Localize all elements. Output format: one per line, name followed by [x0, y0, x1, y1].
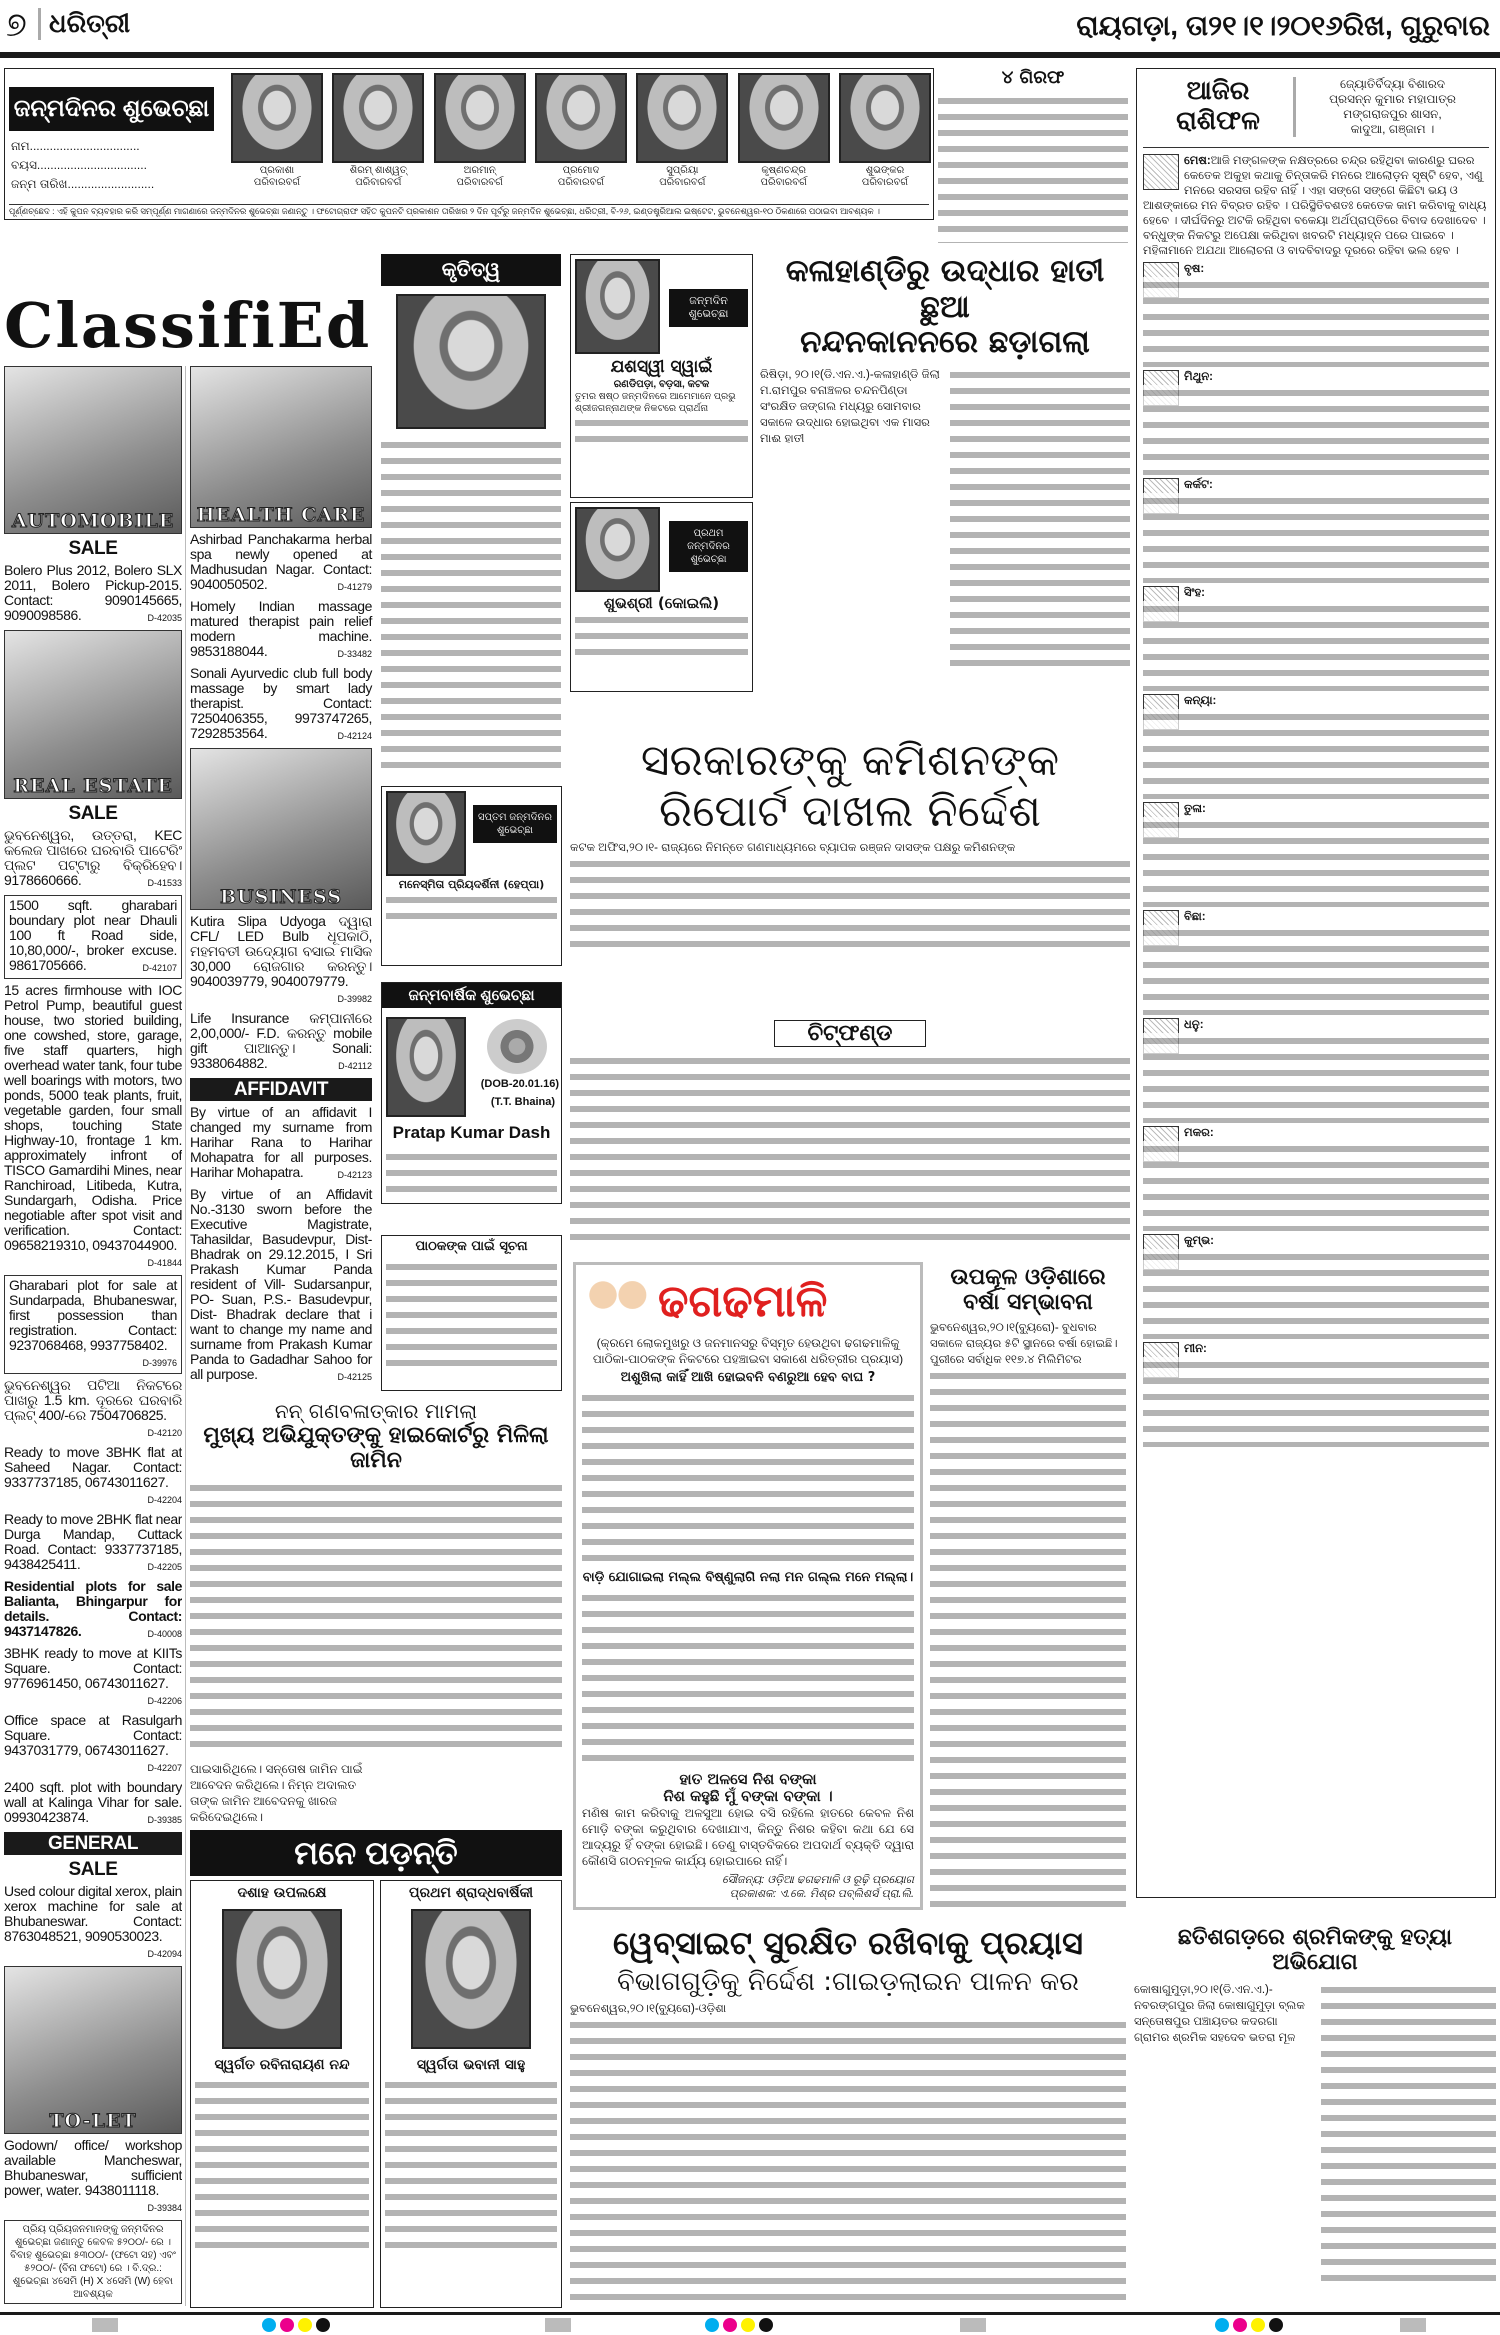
birthday-person [231, 73, 323, 201]
birthday-person-name: କୃଷ୍ଣଚନ୍ଦ୍ର [761, 165, 806, 176]
rashifal-sign-body [1143, 925, 1489, 1015]
classified-ad [4, 1275, 182, 1374]
classified-ad-text: Godown/ office/ workshop available Mancheswar, Bhubaneswar, sufficient power, water. 9438011118. [4, 2136, 182, 2198]
chitfund-title: ଚିଟ୍‌ଫଣ୍ଡ [774, 1020, 926, 1047]
obituary-left-name: ସ୍ୱର୍ଗତ ରବିନାରାୟଣ ନନ୍ଦ [214, 2057, 350, 2074]
classified-section-header: AFFIDAVIT [190, 1078, 372, 1101]
classified-category-image [190, 366, 372, 528]
birthday-jashaswi [570, 254, 753, 498]
rashifal-sign-name: ବିଛା: [1184, 911, 1206, 923]
registration-mark-magenta [1233, 2318, 1247, 2332]
rashifal-title [1143, 77, 1296, 137]
arrest-story [938, 68, 1128, 246]
classified-ad [190, 599, 372, 662]
rashifal-sign-body [1143, 493, 1489, 583]
classified-column-2 [190, 366, 372, 1385]
classified-ad-text: By virtue of an Affidavit No.-3130 sworn before the Executive Magistrate, Tahasildar, Basudevpur, Dist- Bhadrak on 29.12.2015, I Sri Prakash Kumar Panda resident of Vill- Sudarsanpur, PO- Suan, P.S.- Basudevpur, Dist- Bhadrak declare that i want to change my name and surname from Prakash Kumar Panda to Gadadhar Sahoo for all purpose. [190, 1186, 372, 1382]
classified-ad-text: 2400 sqft. plot with boundary wall at Kalinga Vihar for sale. 09930423874. [4, 1778, 182, 1825]
obituary-right-name: ସ୍ୱର୍ଗତା ଭବାନୀ ସାହୁ [416, 2057, 526, 2074]
subhashree-name: ଶୁଭଶ୍ରୀ (କୋଇଲି) [603, 594, 720, 612]
nun-case-story [190, 1400, 562, 1825]
kalahandi-lead: ରିଷିଡ଼ା, ୨୦।୧(ଡି.ଏନ.ଏ.)-କଳାହାଣ୍ଡି ଜିଲା ମ.ରାମପୁର ବନାଞ୍ଚଳର ଚନ୍ଦନପିଣ୍ଡା ସଂରକ୍ଷିତ ଜଙ୍ଗଲ ମଧ୍ୟରୁ ସୋମବାର ସକାଳେ ଉଦ୍ଧାର ହୋଇଥିବା ଏକ ମାସର ମାଈ ହାତୀ [760, 368, 940, 445]
classified-ad-code: D-42206 [147, 1695, 182, 1706]
rashifal-sign-body [1143, 601, 1489, 691]
classified-ad-text: Sonali Ayurvedic club full body massage by smart lady therapist. Contact: 7250406355, 9973747265, 7292853564. [190, 665, 372, 741]
birthday-person-photo [332, 73, 424, 163]
birthday-badge: ସପ୍ତମ ଜନ୍ମଦିନର ଶୁଭେଚ୍ଛା [473, 805, 557, 843]
birthday-person-family: ପରିବାରବର୍ଗ [659, 177, 706, 188]
classified-ad [190, 1187, 372, 1385]
commission-headline [570, 736, 1130, 837]
rashifal-section [1136, 68, 1496, 1898]
classified-ad-text: 15 acres firmhouse with IOC Petrol Pump, beautiful guest house, two storied building, one cowshed, store, garage, five staff quarters, high overhead water tank, four tube well boarings with motors, two ponds, 5000 teak plants, fruit, vegetable garden, four small shops, touching State Highway-10, frontage 1 km. approximately infront of TISCO Gamardihi Mines, near Ranchiroad, Litibeda, Kutra, Sundargarh, Odisha. Price negotiable after spot visit and verification. Contact: 09658219310, 09437044900. [4, 981, 182, 1253]
column-rule [185, 366, 186, 2306]
birthday-person-family: ପରିବାରବର୍ଗ [456, 177, 503, 188]
astrologer-line: ଜ୍ୟୋତିର୍ବିଦ୍ୟା ବିଶାରଦ [1339, 77, 1446, 91]
nun-case-body [190, 1480, 562, 1757]
classified-ad-text: Life Insurance କମ୍ପାନୀରେ 2,00,000/- F.D. କରନ୍ତୁ mobile gift ପାଆନ୍ତୁ। Sonali: 9338064882. [190, 1010, 372, 1071]
anniversary-name: Pratap Kumar Dash [392, 1123, 551, 1142]
birthday-form [11, 137, 216, 194]
masthead-logo: ଧରିତ୍ରୀ [38, 8, 130, 40]
saptam-photo [386, 791, 466, 876]
classified-ad-text: Office space at Rasulgarh Square. Contact: 9437031779, 06743011627. [4, 1711, 182, 1758]
birthday-person-name: ଶିରମ୍ ଶାଶ୍ୱତ୍ [349, 165, 407, 176]
classified-subheading: SALE [68, 802, 118, 824]
rashifal-sign [1143, 1126, 1489, 1231]
rain-headline [930, 1265, 1126, 1316]
classified-ad-code: D-42107 [142, 962, 177, 973]
classified-ad [4, 895, 182, 979]
website-story [570, 1925, 1126, 2310]
achievement-photo [396, 294, 546, 429]
jashaswi-photo [575, 259, 660, 354]
classified-category-image [190, 748, 372, 910]
classified-ad-text: ଭୁବନେଶ୍ୱର ପଟିଆ ନିକଟରେ ପାଖରୁ 1.5 km. ଦୂରରେ ଘରବାରି ପ୍ଲଟ୍ 400/-ରେ 7504706825. [4, 1376, 182, 1423]
rashifal-list [1143, 154, 1489, 1447]
jashaswi-body [575, 415, 748, 445]
birthday-saptam [381, 786, 562, 966]
kalahandi-headline-line1: କଳାହାଣ୍ଡିରୁ ଉଦ୍ଧାର ହାତୀ ଛୁଆ [785, 253, 1105, 325]
anniversary-title: ଜନ୍ମବାର୍ଷିକ ଶୁଭେଚ୍ଛା [382, 983, 561, 1008]
classified-ad [4, 2138, 182, 2216]
rashifal-sign-body [1143, 277, 1489, 367]
registration-bar [92, 2318, 118, 2332]
website-lead: ଭୁବନେଶ୍ୱର,୨୦।୧(ବ୍ୟୁରୋ)-ଓଡ଼ିଶା [570, 2002, 727, 2015]
rain-lead: ଭୁବନେଶ୍ୱର,୨୦।୧(ବ୍ୟୁରୋ)- ବୁଧବାର ସକାଳେ ରାଜ୍ୟର ୫ଟି ସ୍ଥାନରେ ବର୍ଷା ହୋଇଛି। ପୁରୀରେ ସର୍ବାଧିକ ୧୧୭.୪ ମିଲିମିଟର [930, 1321, 1118, 1366]
classified-ad-text: By virtue of an affidavit I changed my surname from Harihar Rana to Harihar Mohapatra for all purposes. Harihar Mohapatra. [190, 1104, 372, 1180]
birthday-person-name: ସୁପ୍ରିୟା [666, 165, 699, 176]
classified-ad [190, 914, 372, 1007]
classified-ad [4, 1713, 182, 1776]
zodiac-icon [1143, 154, 1179, 190]
birthday-person-family: ପରିବାରବର୍ଗ [355, 177, 402, 188]
dhagadhamali-box [573, 1262, 923, 1910]
birthday-person-photo [231, 73, 323, 163]
classified-ad-text: 3BHK ready to move at KIITs Square. Contact: 9776961450, 06743011627. [4, 1644, 182, 1691]
registration-mark-cyan [262, 2318, 276, 2332]
commission-lead: କଟକ ଅଫିସ,୨୦।୧- ରାଜ୍ୟରେ ନିମନ୍ତେ ଗଣମାଧ୍ୟମରେ ବ୍ୟାପକ ରଞ୍ଜନ ଦାସଙ୍କ ପକ୍ଷରୁ କମିଶନଙ୍କ [570, 842, 1016, 855]
registration-bar [545, 2318, 571, 2332]
dhagadhamali-courtesy: ସୌଜନ୍ୟ: ଓଡ଼ିଆ ଢଗଢମାଳି ଓ ରୂଢ଼ି ପ୍ରୟୋଗ [722, 1874, 914, 1886]
reader-notice-title: ପାଠକଙ୍କ ପାଇଁ ସୂଚନା [415, 1239, 528, 1254]
classified-ad [4, 1579, 182, 1642]
nun-case-kicker: ନନ୍ ଗଣବଳାତ୍କାର ମାମଲା [274, 1399, 478, 1423]
rashifal-sign-body [1143, 1249, 1489, 1339]
rain-body [930, 1368, 1126, 1910]
nun-case-tail: ପାଇସାରିଥିଲେ। ସନ୍ତୋଷ ଜାମିନ ପାଇଁ ଆବେଦନ କରିଥିଲେ। ନିମ୍ନ ଅଦାଲତ ତାଙ୍କ ଜାମିନ ଆବେଦନକୁ ଖାରଜ କରିଦେଇଥିଲେ। [190, 1762, 363, 1824]
classified-ad-code: D-42120 [147, 1427, 182, 1438]
commission-story [570, 736, 1130, 1016]
registration-mark-yellow [298, 2318, 312, 2332]
registration-bar [1400, 2318, 1426, 2332]
rashifal-sign-body [1143, 817, 1489, 907]
classified-ad-code: D-41844 [147, 1257, 182, 1268]
classified-ad-code: D-42125 [337, 1372, 372, 1382]
obituary-right-photo [411, 1909, 531, 2049]
classified-ad-code: D-39976 [142, 1357, 177, 1368]
birthday-person [332, 73, 424, 201]
birthday-photos [231, 73, 931, 201]
birthday-person-family: ପରିବାରବର୍ଗ [557, 177, 605, 188]
rashifal-sign-body [1143, 1033, 1489, 1123]
classified-ad-text: Ashirbad Panchakarma herbal spa newly opened at Madhusudan Nagar. Contact: 9040050502. [190, 531, 372, 592]
registration-mark-black [1269, 2318, 1283, 2332]
arrest-headline: ୪ ଗିରଫ [1001, 67, 1065, 88]
astrologer-credit [1296, 77, 1489, 137]
birthday-person-family: ପରିବାରବର୍ଗ [760, 177, 807, 188]
classified-category-label: TO-LET [49, 2109, 137, 2132]
rashifal-sign-name: କର୍କଟ: [1184, 479, 1213, 491]
rashifal-sign [1143, 802, 1489, 907]
birthday-person-family: ପରିବାରବର୍ଗ [253, 177, 301, 188]
rashifal-sign [1143, 586, 1489, 691]
anniversary-box [381, 982, 562, 1204]
proverb-3 [582, 1771, 914, 1806]
birthday-subhashree [570, 502, 753, 692]
classified-category-image [4, 1966, 182, 2134]
rashifal-sign-body [1143, 385, 1489, 475]
chitfund-body [570, 1053, 1130, 1243]
classified-ad [4, 1646, 182, 1709]
classified-ad-text: Ready to move 3BHK flat at Saheed Nagar. Contact: 9337737185, 06743011627. [4, 1443, 182, 1490]
website-headline: ୱେବ୍‌ସାଇଟ୍ ସୁରକ୍ଷିତ ରଖିବାକୁ ପ୍ରୟାସ [613, 1925, 1083, 1962]
classified-notice-box: ପ୍ରିୟ ପ୍ରିୟଜନମାନଙ୍କୁ ଜନ୍ମଦିନର ଶୁଭେଚ୍ଛା ଜଣାନ୍ତୁ କେବଳ ୫୨୦୦/- ରେ । ବିବାହ ଶୁଭେଚ୍ଛା ୫୩୦୦/- (ଫଟୋ ସହ) ଏବଂ ୫୨୦୦/- (ବିନା ଫଟୋ) ରେ । ବି.ଦ୍ର.: ଶୁଭେଚ୍ଛା ୪ସେମି (H) X ୪ସେମି (W) ହେବା ଆବଶ୍ୟକ [4, 2220, 182, 2304]
rain-headline-line1: ଉପକୂଳ ଓଡ଼ିଶାରେ [950, 1265, 1106, 1290]
subhashree-photo [575, 507, 660, 592]
classified-category-label: BUSINESS [219, 886, 343, 908]
rashifal-title-line2: ରାଶିଫଳ [1176, 106, 1260, 136]
registration-mark-magenta [723, 2318, 737, 2332]
birthday-person-photo [636, 73, 728, 163]
classified-ad-code: D-41279 [337, 582, 372, 592]
classified-ad [190, 1011, 372, 1074]
obituary-left-photo [222, 1909, 342, 2049]
classified-ad [190, 666, 372, 744]
classified-ad-code: D-42204 [147, 1494, 182, 1505]
classified-ad-text: Ready to move 2BHK flat near Durga Mandap, Cuttack Road. Contact: 9337737185, 9438425411. [4, 1510, 182, 1572]
anniversary-dob: (DOB-20.01.16) [480, 1078, 559, 1090]
chhattisgarh-story [1134, 1925, 1496, 2310]
obituary-right-title: ପ୍ରଥମ ଶ୍ରାଦ୍ଧବାର୍ଷିକୀ [408, 1885, 534, 1901]
rashifal-sign [1143, 1234, 1489, 1339]
classified-ad [4, 1445, 182, 1508]
dhagadhamali-intro: (କ୍ରମେ ଲୋକମୁଖରୁ ଓ ଜନମାନସରୁ ବିସ୍ମୃତ ହେଉଥିବା ଢଗଢମାଳିକୁ ପାଠିକା-ପାଠକଙ୍କ ନିକଟରେ ପହଞ୍ଚାଇବା ସକାଶେ ଧରିତ୍ରୀର ପ୍ରୟାସ) [592, 1336, 904, 1366]
classified-ad-text: Kutira Slipa Udyoga ଦ୍ୱାରା CFL/ LED Bulb ଧୂପକାଠି, ମହମବତୀ ଉଦ୍ୟୋଗ ବସାଇ ମାସିକ 30,000 ରୋଜଗାର କରନ୍ତୁ। 9040039779, 9040079779. [190, 913, 372, 989]
rain-headline-line2: ବର୍ଷା ସମ୍ଭାବନା [963, 1290, 1093, 1316]
birthday-person-family: ପରିବାରବର୍ଗ [861, 177, 909, 188]
reader-notice-body [386, 1259, 557, 1369]
flowers-icon [487, 1019, 547, 1074]
classified-ad-text: Used colour digital xerox, plain xerox machine for sale at Bhubaneswar. Contact: 8763048521, 9090530023. [4, 1882, 182, 1944]
classified-ad-code: D-39982 [337, 994, 372, 1004]
classified-ad-code: D-39384 [147, 2202, 182, 2213]
remembrance-banner: ମନେ ପଡ଼ନ୍ତି [190, 1830, 562, 1876]
classified-ad-code: D-42094 [147, 1948, 182, 1959]
chhattisgarh-body [1321, 1982, 1496, 2282]
arrest-body [938, 93, 1128, 243]
classified-ad-text: ଭୁବନେଶ୍ୱର, ଉତ୍ତରା, KEC କଲେଜ ପାଖରେ ଘରବାରି ପାଟେରିଂ ପ୍ଲଟ ପଟ୍ଟାରୁ ବିକ୍ରିହେବ। 9178660666. [4, 826, 182, 888]
birthday-person [738, 73, 830, 201]
birthday-footnote: ପୂର୍ଣ୍ଣଚ୍ଛେଦ : ଏହି କୁପନ ବ୍ୟବହାର କରି ସମ୍ପୂର୍ଣ୍ଣ ମାଗଣାରେ ଜନ୍ମଦିନର ଶୁଭେଚ୍ଛା ଜଣାନ୍ତୁ । ଫଟୋଗ୍ରାଫ ସହିତ କୁପନଟି ପ୍ରକାଶନ ତାରିଖର ୨ ଦିନ ପୂର୍ବରୁ ଜନ୍ମଦିନ ଶୁଭେଚ୍ଛା, ଧରିତ୍ରୀ, ବି-୨୬, ଇଣ୍ଡଷ୍ଟ୍ରିଆଲ ଇଷ୍ଟେଟ, ଭୁବନେଶ୍ୱର-୧୦ ଠିକଣାରେ ପଠାଇବା ଆବଶ୍ୟକ । [9, 204, 929, 217]
chhattisgarh-lead: କୋଷାଗୁମୁଡ଼ା,୨୦।୧(ଡି.ଏନ.ଏ.)- ନବରଙ୍ଗପୁର ଜିଲା କୋଷାଗୁମୁଡ଼ା ବ୍ଲକ ସନ୍ତୋଷପୁର ପଞ୍ଚାୟତର କଦରଗା ଗ୍ରାମର ଶ୍ରମିକ ସହଦେବ ଭତରା ମୂଳ [1134, 1983, 1305, 2044]
birthday-person-photo [839, 73, 931, 163]
classified-ad-text: Residential plots for sale Balianta, Bhingarpur for details. Contact: 9437147826. [4, 1577, 182, 1639]
obituary-left-title: ଦଶାହ ଉପଲକ୍ଷେ [237, 1885, 327, 1901]
registration-mark-black [316, 2318, 330, 2332]
reader-notice [381, 1235, 562, 1391]
classified-ad-text: Bolero Plus 2012, Bolero SLX 2011, Bolero Pickup-2015. Contact: 9090145665, 9090098586. [4, 562, 182, 624]
rashifal-sign [1143, 262, 1489, 367]
rashifal-sign-name: ତୁଳା: [1184, 803, 1206, 815]
header-rule [0, 52, 1500, 58]
classified-ad-code: D-33482 [337, 649, 372, 659]
classified-ad-code: D-42124 [337, 731, 372, 741]
kalahandi-headline [760, 254, 1130, 361]
obituary-right-body [385, 2077, 557, 2257]
classified-category-image [4, 366, 182, 534]
jashaswi-address: ରଣଡିପଡ଼ା, ବଡ଼ସା, କଟକ [613, 378, 710, 390]
registration-mark-magenta [280, 2318, 294, 2332]
classified-ad-code: D-42035 [147, 613, 182, 624]
registration-mark-yellow [1251, 2318, 1265, 2332]
page-number: ୭ [6, 6, 27, 44]
birthday-strip-title: ଜନ୍ମଦିନର ଶୁଭେଚ୍ଛା [9, 87, 214, 131]
classified-subheading: SALE [68, 1858, 118, 1880]
classified-subheading: SALE [68, 538, 118, 560]
astrologer-line: କାଦୁଆ, ଗଞ୍ଜାମ । [1350, 122, 1435, 136]
rashifal-title-line1: ଆଜିର [1186, 76, 1250, 107]
classified-ad [4, 983, 182, 1271]
anniversary-body [386, 1149, 557, 1197]
birthday-person-name: ଶୁଭଙ୍କର [865, 165, 905, 176]
classified-ad-text: Homely Indian massage matured therapist pain relief modern machine. 9853188044. [190, 598, 372, 659]
classified-ad-code: D-39385 [147, 1814, 182, 1825]
anniversary-nickname: (T.T. Bhaina) [490, 1096, 555, 1108]
subhashree-body [575, 612, 748, 662]
classified-ad-code: D-42207 [147, 1762, 182, 1773]
classified-ad [4, 1884, 182, 1962]
commission-body [570, 856, 1130, 956]
commission-headline-line1: ସରକାରଙ୍କୁ କମିଶନଙ୍କ [640, 736, 1060, 786]
classified-ad-text: 1500 sqft. gharabari boundary plot near Dhauli 100 ft Road side, 10,80,000/-, broker excuse. 9861705666. [9, 896, 177, 973]
website-subhead: ବିଭାଗଗୁଡ଼ିକୁ ନିର୍ଦ୍ଦେଶ :ଗାଇଡ଼ଲାଇନ ପାଳନ କର [617, 1966, 1079, 1997]
registration-mark-yellow [741, 2318, 755, 2332]
birthday-person-name: ପ୍ରକାଶା [259, 165, 295, 176]
chitfund-section [570, 1020, 1130, 1256]
page-header [0, 0, 1500, 60]
rashifal-sign-name: ସିଂହ: [1184, 587, 1205, 599]
saptam-body [386, 892, 557, 922]
registration-mark-black [759, 2318, 773, 2332]
birthday-person-photo [535, 73, 627, 163]
cartoon-faces-icon [582, 1271, 652, 1331]
classified-ad [4, 828, 182, 891]
rashifal-sign [1143, 694, 1489, 799]
classified-section-header: GENERAL [4, 1832, 182, 1855]
achievement-section [381, 254, 561, 779]
registration-mark-cyan [1215, 2318, 1229, 2332]
birthday-person [839, 73, 931, 201]
classified-category-label: REAL ESTATE [13, 774, 173, 797]
classified-ad-code: D-41533 [147, 877, 182, 888]
birthday-badge: ପ୍ରଥମ ଜନ୍ମଦିନର ଶୁଭେଚ୍ଛା [669, 521, 748, 572]
proverb-3-line2: ନିଶ କହୁଛି ମୁଁ ବଙ୍କା ବଙ୍କା । [663, 1786, 833, 1805]
proverb-1: ଅଶୁଖିଲା କାହିଁ ଆଖି ହୋଇବନି ବଣରୁଆ ହେବ ବାଘ ? [620, 1370, 876, 1385]
rashifal-sign-name: ମେଷ: [1184, 155, 1211, 167]
rashifal-sign [1143, 154, 1489, 259]
commission-headline-line2: ରିପୋର୍ଟ ଦାଖଲ ନିର୍ଦ୍ଦେଶ [659, 785, 1041, 837]
dhagadhamali-title: ଢଗଢମାଳି [658, 1275, 828, 1327]
classified-ad [4, 1512, 182, 1575]
rashifal-sign-name: କନ୍ୟା: [1184, 695, 1217, 707]
achievement-title: କୃତିତ୍ୱ [381, 254, 561, 286]
chhattisgarh-headline: ଛତିଶଗଡ଼ରେ ଶ୍ରମିକଙ୍କୁ ହତ୍ୟା ଅଭିଯୋଗ [1177, 1925, 1453, 1976]
rashifal-sign-name: ମକର: [1184, 1127, 1214, 1139]
proverb-2: ବାଡ଼ି ଯୋଗାଇଲା ମଲ୍ଲ ବିଷ୍ଣୁଲାଗି ନଲା ମନ ଗଲ୍ଲ ମନେ ମଲ୍ଲା। [582, 1569, 914, 1585]
classified-category-label: AUTOMOBILE [11, 510, 175, 533]
proverb-3-line1: ହାତ ଅଳସେ ନିଶ ବଙ୍କା [679, 1769, 817, 1788]
kalahandi-body [950, 367, 1130, 667]
birthday-person-name: ଅରମାନ୍ [463, 165, 496, 176]
rashifal-sign-name: କୁମ୍ଭ: [1184, 1235, 1214, 1247]
classified-category-label: HEALTH CARE [196, 504, 366, 526]
form-field-name: ନାମ................................. [11, 139, 140, 153]
classified-ad [4, 563, 182, 626]
rain-story [930, 1265, 1126, 1910]
kalahandi-headline-line2: ନନ୍ଦନକାନନରେ ଛଡ଼ାଗଲା [800, 324, 1090, 361]
website-body [570, 2017, 1126, 2310]
classified-ad-code: D-42112 [338, 1061, 372, 1071]
obituary-left-body [195, 2077, 369, 2257]
proverb-3-explanation: ମଣିଷ କାମ କରିବାକୁ ଅଳସୁଆ ହୋଇ ବସି ରହିଲେ ହାତରେ କେବଳ ନିଶ ମୋଡ଼ି ବଙ୍କା କରୁଥିବାର ଦେଖାଯାଏ, କିନ୍ତୁ ନିଶର କହିବା କଥା ଯେ ସେ ଆଦ୍ୟରୁ ହିଁ ବଙ୍କା ହୋଇଛି। ତେଣୁ ବାସ୍ତବିକରେ ଅପଦାର୍ଥ ବ୍ୟକ୍ତି ଦ୍ୱାରା କୌଣସି ଗଠନମୂଳକ କାର୍ଯ୍ୟ ହୋଇପାରେ ନାହିଁ। [582, 1806, 914, 1868]
form-field-dob: ଜନ୍ମ ତାରିଖ.......................... [11, 177, 155, 191]
birthday-badge: ଜନ୍ମଦିନ ଶୁଭେଚ୍ଛା [669, 289, 748, 327]
jashaswi-wish: ତୁମର ଷଷ୍ଠ ଜନ୍ମଦିନରେ ଆମେମାନେ ପ୍ରଭୁ ଶ୍ରୀଜଗନ୍ନାଥଙ୍କ ନିକଟରେ ପ୍ରାର୍ଥନା [575, 390, 736, 414]
proverb-2-body [582, 1590, 914, 1767]
registration-mark-cyan [705, 2318, 719, 2332]
classified-ad [190, 532, 372, 595]
rashifal-sign-body [1143, 1141, 1489, 1231]
rashifal-sign-name: ମିଥୁନ: [1184, 371, 1213, 383]
birthday-strip [4, 68, 934, 220]
classified-ad [190, 1105, 372, 1183]
rashifal-sign [1143, 478, 1489, 583]
birthday-person [636, 73, 728, 201]
jashaswi-name: ଯଶସ୍ୱୀ ସ୍ୱାଇଁ [610, 357, 713, 377]
rashifal-sign-name: ଧନୁ: [1184, 1019, 1204, 1031]
classified-ad-text: Gharabari plot for sale at Sundarpada, Bhubaneswar, first possession than registration. Contact: 9237068468, 9937758402. [9, 1276, 177, 1353]
nun-case-headline: ମୁଖ୍ୟ ଅଭିଯୁକ୍ତଙ୍କୁ ହାଇକୋର୍ଟରୁ ମିଳିଲା ଜାମିନ [203, 1423, 549, 1474]
classified-logo: ClassifiEd [4, 289, 372, 362]
classified-ad-code: D-42205 [147, 1561, 182, 1572]
rashifal-sign-body [1143, 709, 1489, 799]
dhagadhamali-publisher: ପ୍ରକାଶକ: ଏ.କେ. ମିଶ୍ର ପବ୍ଲିଶର୍ସ ପ୍ରା.ଲି. [729, 1888, 914, 1900]
birthday-person-name: ପ୍ରମୋଦ [562, 165, 600, 176]
birthday-person-photo [738, 73, 830, 163]
kalahandi-story [760, 254, 1130, 724]
saptam-name: ମନେସ୍ମିତା ପ୍ରିୟଦର୍ଶିନୀ (ହେପ୍ପା) [398, 878, 545, 891]
birthday-person [535, 73, 627, 201]
anniversary-photo [386, 1017, 466, 1117]
birthday-person [434, 73, 526, 201]
rashifal-sign [1143, 1342, 1489, 1447]
rashifal-sign-text: ଆଜି ମଙ୍ଗଳଙ୍କ ନକ୍ଷତ୍ରରେ ଚନ୍ଦ୍ର ରହିଥିବା କାରଣରୁ ଘରର କେତେକ ଅକୁହା କଥାକୁ ଚିନ୍ତାକରି ମନରେ ଆଲୋଡ଼ନ ସୃଷ୍ଟି ହେବ, ଏଣୁ ମନରେ ସରସତା ରହିବ ନାହିଁ । ଏହା ସଙ୍ଗେ ସଙ୍ଗେ କିଛିଟା ଭୟ ଓ ଆଶଙ୍କାରେ ମନ ବିବ୍ରତ ରହିବ । ପରିସ୍ଥିତିବଶତଃ କେତେକ କାମ କରିବାକୁ ବାଧ୍ୟ ହେବେ । ଦୀର୍ଘଦିନରୁ ଅଟକି ରହିଥିବା ବକେୟା ଅର୍ଥପ୍ରାପ୍ତିରେ ବିବାଦ ଦେଖାଦେବ । ବନ୍ଧୁଙ୍କ ନିକଟରୁ ଅପେକ୍ଷା କରିଥିବା ଖବରଟି ମଧ୍ୟାହ୍ନ ପରେ ପାଇବେ । ମହିଳାମାନେ ଅଯଥା ଆଲୋଚନା ଓ ବାଦବିବାଦରୁ ଦୂରରେ ରହିବା ଭଲ ହେବ । [1143, 155, 1487, 257]
form-field-age: ବୟସ................................. [11, 158, 147, 172]
classified-category-image [4, 630, 182, 798]
rashifal-sign-name: ମୀନ: [1184, 1343, 1207, 1355]
rashifal-header [1143, 73, 1489, 148]
rashifal-sign [1143, 1018, 1489, 1123]
classified-ad [4, 1378, 182, 1441]
obituary-left [190, 1880, 374, 2308]
classified-ad [4, 1780, 182, 1828]
footer-rule [0, 2312, 1500, 2315]
rashifal-sign [1143, 370, 1489, 475]
astrologer-line: ମଙ୍ଗରାଜପୁର ଶାସନ, [1343, 107, 1442, 121]
rashifal-sign [1143, 910, 1489, 1015]
registration-bar [960, 2318, 986, 2332]
proverb-1-body [582, 1390, 914, 1567]
rashifal-sign-body [1143, 1357, 1489, 1447]
achievement-body [381, 437, 561, 777]
obituary-right [380, 1880, 562, 2308]
classified-column-1 [4, 366, 182, 2304]
astrologer-line: ପ୍ରସନ୍ନ କୁମାର ମହାପାତ୍ର [1329, 92, 1456, 106]
birthday-person-photo [434, 73, 526, 163]
rashifal-sign-name: ବୃଷ: [1184, 263, 1205, 275]
dateline: ରାୟଗଡ଼ା, ତା୨୧।୧।୨୦୧୬ରିଖ, ଗୁରୁବାର [1076, 10, 1490, 41]
classified-ad-code: D-40008 [147, 1628, 182, 1639]
classified-ad-code: D-42123 [337, 1170, 372, 1180]
